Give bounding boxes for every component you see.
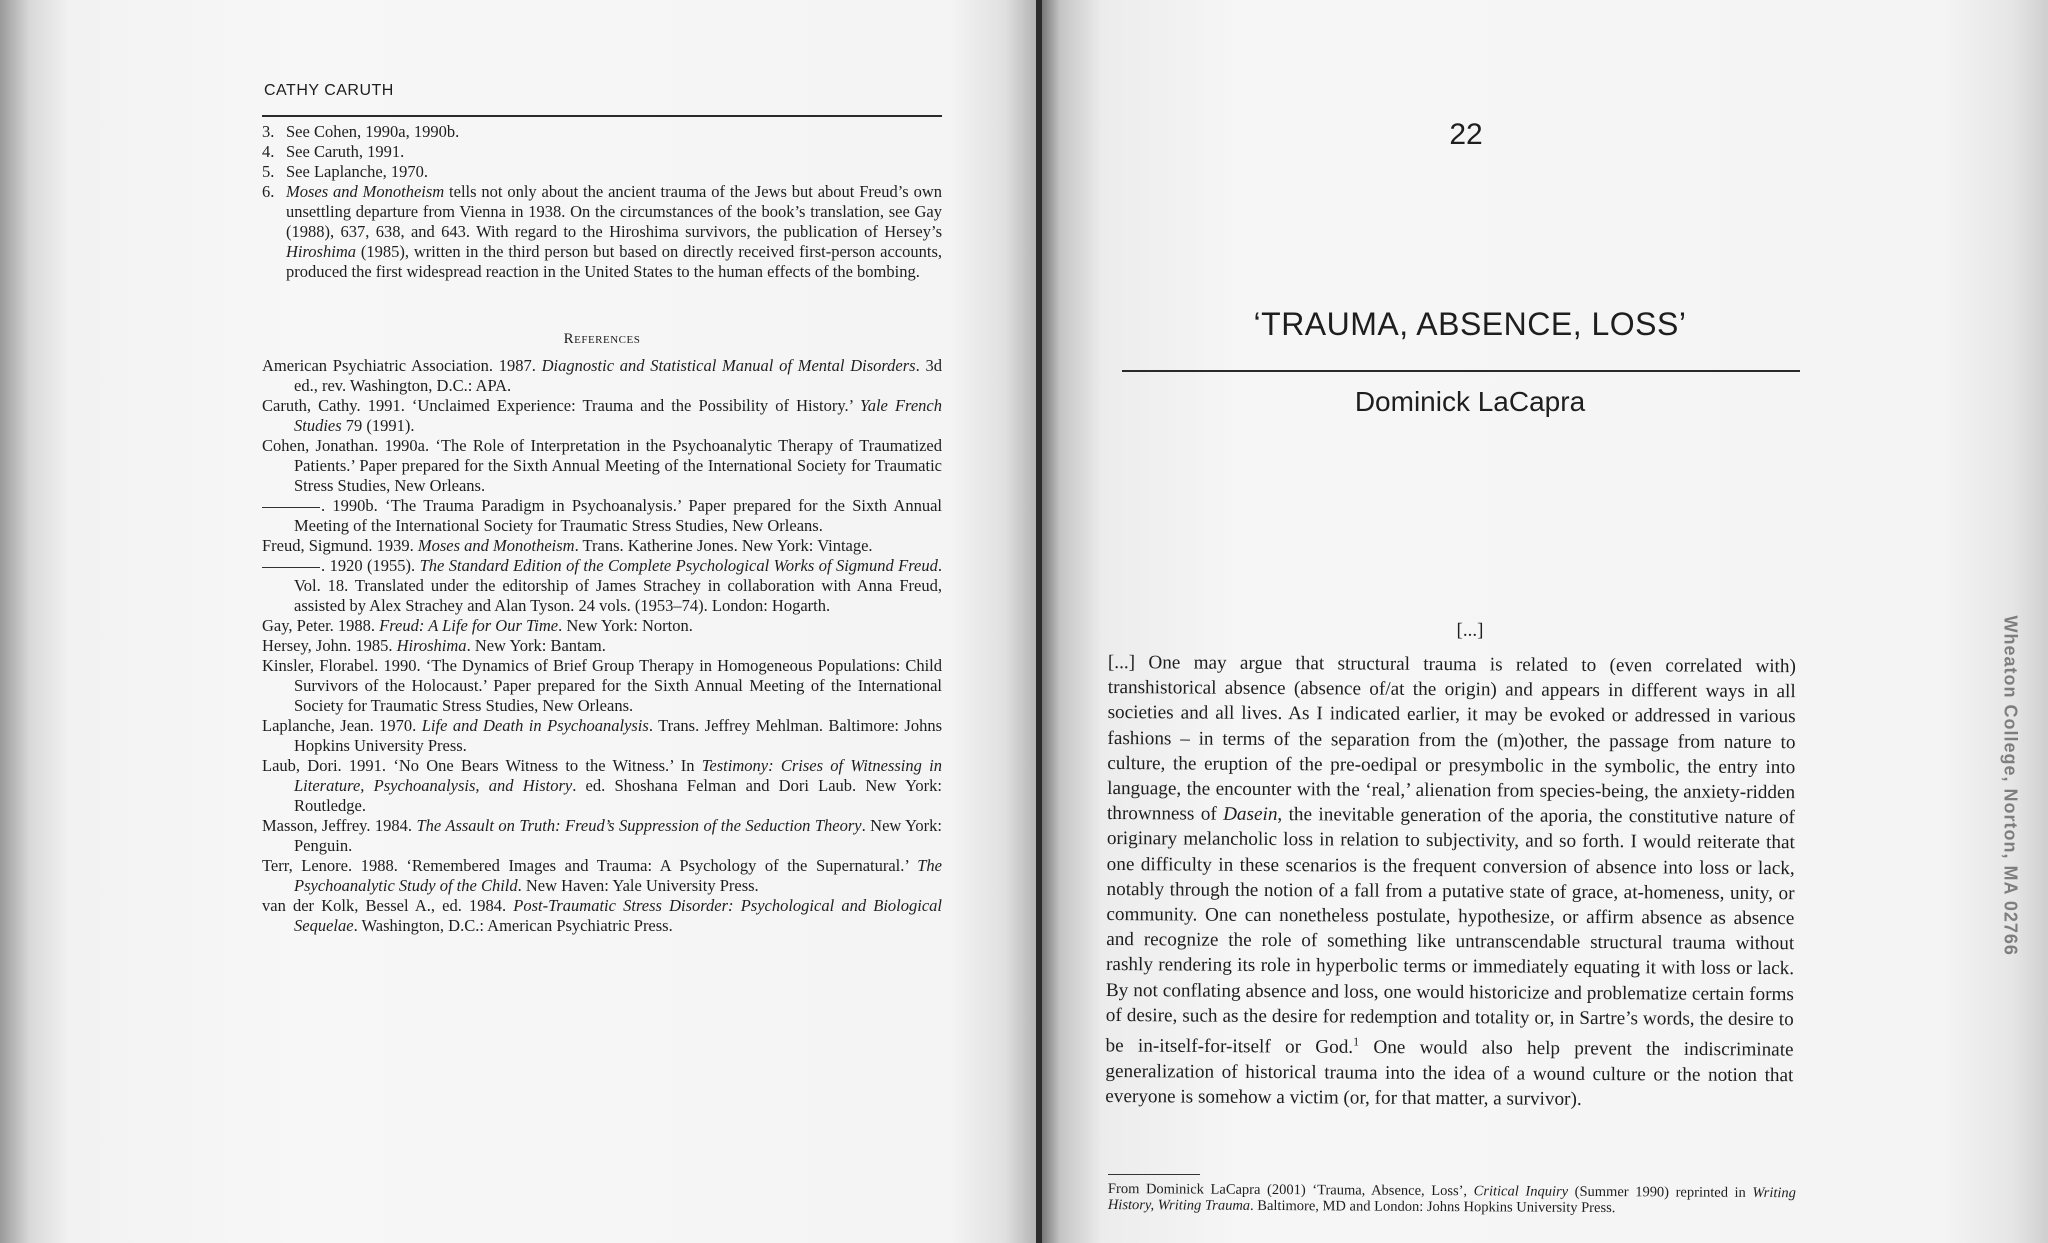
reference-title: The Assault on Truth: Freud’s Suppression of the Seduction Theory [416,816,862,835]
body-italic: Dasein [1223,803,1278,826]
repeated-author-dash [262,567,320,568]
endnote-number: 3. [262,122,275,141]
reference-entry [262,896,942,936]
reference-title: Life and Death in Psychoanalysis [421,716,649,735]
references-list [262,356,942,936]
footnote-marker: 1 [1353,1034,1360,1049]
reference-text: . New York: Penguin. [294,816,942,855]
reference-text: . Washington, D.C.: American Psychiatric Press. [353,916,673,935]
reference-text: Terr, Lenore. 1988. ‘Remembered Images and Trauma: A Psychology of the Supernatural.’ [262,856,918,875]
body-text-part: , the inevitable generation of the aporia, the constitutive nature of originary melancholic loss in relation to subjectivity, and so forth. I would reiterate that one difficulty in these scenarios is the frequent conversion of absence into loss or lack, notably through the notion of a fall from a putative state of grace, at-homeness, unity, or community. One can nonetheless postulate, hypothesize, or affirm absence as absence and recognize the role of something like untranscendable structural trauma without rashly rendering its role in hyperbolic terms or immediately equating it with loss or lack. By not conflating absence and loss, one would historicize and problematize certain forms of desire, such as the desire for redemption and totality or, in Sartre’s words, the desire to be in-itself-for-itself or God. [1105,804,1796,1058]
endnote-text: tells not only about the ancient trauma of the Jews but about Freud’s own unsettling departure from Vienna in 1938. On the circumstances of the book’s translation, see Gay (1988), 637, 638, and 643. With regard to the Hiroshima survivors, the publication of Hersey’s [286,182,943,241]
reference-title: Testimony: Crises of Witnessing in Literature, Psychoanalysis, and History [294,756,942,795]
reference-title: Post-Traumatic Stress Disorder: Psychological and Biological Sequelae [294,896,942,935]
reference-text: . 3d ed., rev. Washington, D.C.: APA. [294,356,942,395]
reference-title: Yale French Studies [294,396,942,435]
reference-text: . 1920 (1955). [321,556,420,575]
endnote-number: 6. [262,182,275,201]
reference-entry [262,636,942,656]
reference-text: . New York: Bantam. [466,636,606,655]
section-break: [...] [1456,620,1484,641]
endnote-number: 5. [262,162,275,181]
reference-title: Diagnostic and Statistical Manual of Mental Disorders [541,356,916,375]
reference-entry [262,436,942,496]
reference-title: The Psychoanalytic Study of the Child [294,856,942,895]
reference-text: Masson, Jeffrey. 1984. [262,816,417,835]
reference-text: van der Kolk, Bessel A., ed. 1984. [262,896,514,915]
reference-text: . Vol. 18. Translated under the editorship of James Strachey in collaboration with Anna Freud, assisted by Alex Strachey and Alan Tyson. 24 vols. (1953–74). London: Hogarth. [294,556,942,615]
source-text: From Dominick LaCapra (2001) ‘Trauma, Absence, Loss’, [1107,1181,1474,1200]
reference-title: Hiroshima [396,636,467,655]
reference-text: Freud, Sigmund. 1939. [262,536,418,555]
reference-title: Moses and Monotheism [417,536,575,555]
reference-text: Caruth, Cathy. 1991. ‘Unclaimed Experience: Trauma and the Possibility of History.’ [262,396,861,415]
reference-text: 79 (1991). [341,416,415,435]
endnote-italic: Moses and Monotheism [286,182,445,201]
source-note [1108,1182,1796,1217]
endnote-text: See Caruth, 1991. [286,142,405,161]
body-paragraph [1105,650,1796,1113]
edge-stamp-text: Wheaton College, Norton, MA 02766 [2000,615,2021,956]
library-edge-stamp [1995,615,2021,956]
reference-text: . Trans. Jeffrey Mehlman. Baltimore: Johns Hopkins University Press. [294,716,943,755]
reference-text: American Psychiatric Association. 1987. [262,356,542,375]
reference-entry [262,396,942,436]
endnote [262,142,942,162]
reference-text: Laplanche, Jean. 1970. [262,716,422,735]
reference-text: . New Haven: Yale University Press. [517,876,759,895]
running-head: CATHY CARUTH [264,82,394,99]
reference-text: Cohen, Jonathan. 1990a. ‘The Role of Interpretation in the Psychoanalytic Therapy of Traumatized Patients.’ Paper prepared for the Sixth Annual Meeting of the International Society for Traumatic Stress Studies, New Orleans. [262,436,942,495]
reference-text: . 1990b. ‘The Trauma Paradigm in Psychoanalysis.’ Paper prepared for the Sixth Annual Meeting of the International Society for Traumatic Stress Studies, New Orleans. [294,496,942,535]
reference-entry [262,536,942,556]
endnote-text: See Laplanche, 1970. [286,162,429,181]
chapter-number: 22 [1449,118,1483,151]
reference-title: The Standard Edition of the Complete Psychological Works of Sigmund Freud [419,556,938,575]
endnote [262,162,942,182]
endnote-text: See Cohen, 1990a, 1990b. [286,122,460,141]
reference-entry [262,356,942,396]
source-text: (Summer 1990) reprinted in [1568,1183,1753,1201]
reference-text: Gay, Peter. 1988. [262,616,380,635]
endnote [262,122,942,142]
footnote-rule [1108,1174,1200,1175]
reference-entry [262,856,942,896]
reference-title: Freud: A Life for Our Time [379,616,559,635]
title-rule [1122,370,1800,372]
reference-entry [262,616,942,636]
reference-text: Kinsler, Florabel. 1990. ‘The Dynamics of Brief Group Therapy in Homogeneous Populations: Child Survivors of the Holocaust.’ Paper prepared for the Sixth Annual Meeting of the International Society for Traumatic Stress Studies, New Orleans. [262,656,942,715]
reference-entry [262,496,942,536]
source-italic: Writing History, Writing Trauma [1107,1184,1796,1214]
reference-text: . ed. Shoshana Felman and Dori Laub. New York: Routledge. [294,776,942,815]
chapter-author: Dominick LaCapra [1354,386,1586,417]
endnote-text: (1985), written in the third person but based on directly received first-person accounts, produced the first widespread reaction in the United States to the human effects of the bombing. [286,242,942,281]
source-italic: Critical Inquiry [1473,1183,1569,1200]
endnote [262,182,942,282]
running-head-rule [262,115,942,117]
reference-text: . New York: Norton. [558,616,693,635]
endnote-italic: Hiroshima [286,242,356,261]
reference-text: Laub, Dori. 1991. ‘No One Bears Witness to the Witness.’ In [262,756,702,775]
reference-entry [262,556,942,616]
endnotes [262,122,942,282]
source-text: . Baltimore, MD and London: Johns Hopkins University Press. [1250,1197,1616,1216]
endnote-number: 4. [262,142,275,161]
reference-entry [262,816,942,856]
chapter-title: ‘TRAUMA, ABSENCE, LOSS’ [1253,306,1687,342]
reference-entry [262,716,942,756]
reference-text: Hersey, John. 1985. [262,636,397,655]
repeated-author-dash [262,507,320,508]
reference-text: . Trans. Katherine Jones. New York: Vintage. [574,536,873,555]
reference-entry [262,756,942,816]
reference-entry [262,656,942,716]
references-heading: References [563,331,641,347]
body-text-part: [...] One may argue that structural trauma is related to (even correlated with) transhistorical absence (absence of/at the origin) and appears in different ways in all societies and all lives. As I indicated earlier, it may be evoked or addressed in various fashions – in terms of the separation from the (m)other, the passage from nature to culture, the eruption of the pre-oedipal or presymbolic in the symbolic, the entry into language, the encounter with the ‘real,’ alienation from species-being, the anxiety-ridden thrownness of [1106,651,1796,825]
body-text-part: One would also help prevent the indiscriminate generalization of historical trauma into the idea of a wound culture or the notion that everyone is somehow a victim (or, for that matter, a survivor). [1105,1036,1794,1110]
